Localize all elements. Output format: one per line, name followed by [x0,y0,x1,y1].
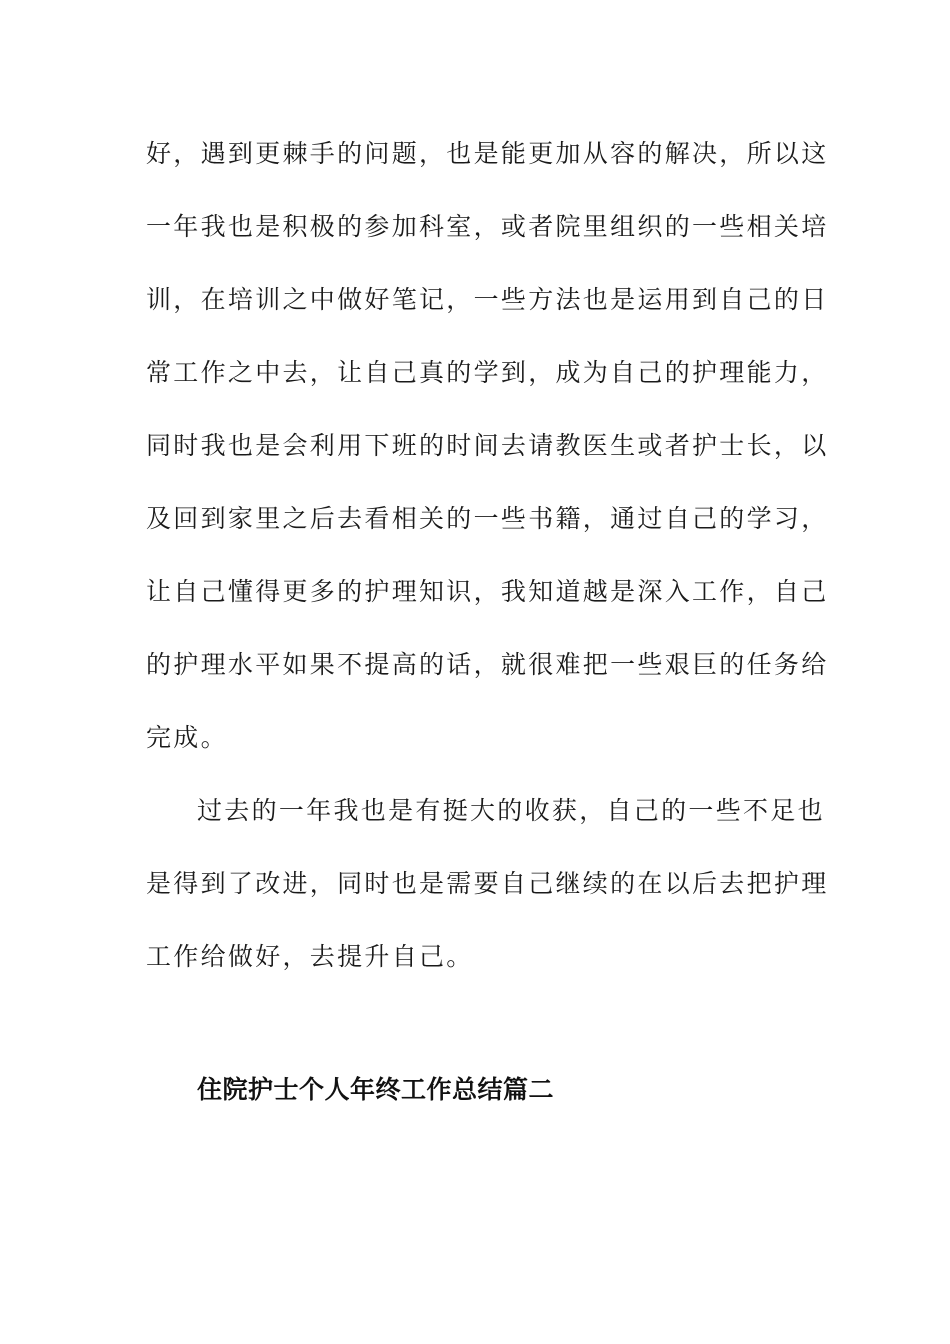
paragraph-2-line-1: 过去的一年我也是有挺大的收获，自己的一些不足也 [197,796,825,825]
section-heading: 住院护士个人年终工作总结篇二 [197,1075,555,1104]
paragraph-1-line-6: 及回到家里之后去看相关的一些书籍，通过自己的学习， [146,504,829,533]
paragraph-2-line-2: 是得到了改进，同时也是需要自己继续的在以后去把护理 [146,869,829,898]
paragraph-1-line-4: 常工作之中去，让自己真的学到，成为自己的护理能力， [146,358,829,387]
paragraph-2-line-3: 工作给做好，去提升自己。 [146,942,474,971]
paragraph-1-line-3: 训，在培训之中做好笔记，一些方法也是运用到自己的日 [146,285,829,314]
paragraph-1-line-2: 一年我也是积极的参加科室，或者院里组织的一些相关培 [146,212,829,241]
paragraph-1-line-5: 同时我也是会利用下班的时间去请教医生或者护士长，以 [146,431,829,460]
paragraph-1-line-7: 让自己懂得更多的护理知识，我知道越是深入工作，自己 [146,577,829,606]
paragraph-1-line-9: 完成。 [146,723,228,752]
paragraph-1-line-8: 的护理水平如果不提高的话，就很难把一些艰巨的任务给 [146,650,829,679]
paragraph-1-line-1: 好，遇到更棘手的问题，也是能更加从容的解决，所以这 [146,139,829,168]
